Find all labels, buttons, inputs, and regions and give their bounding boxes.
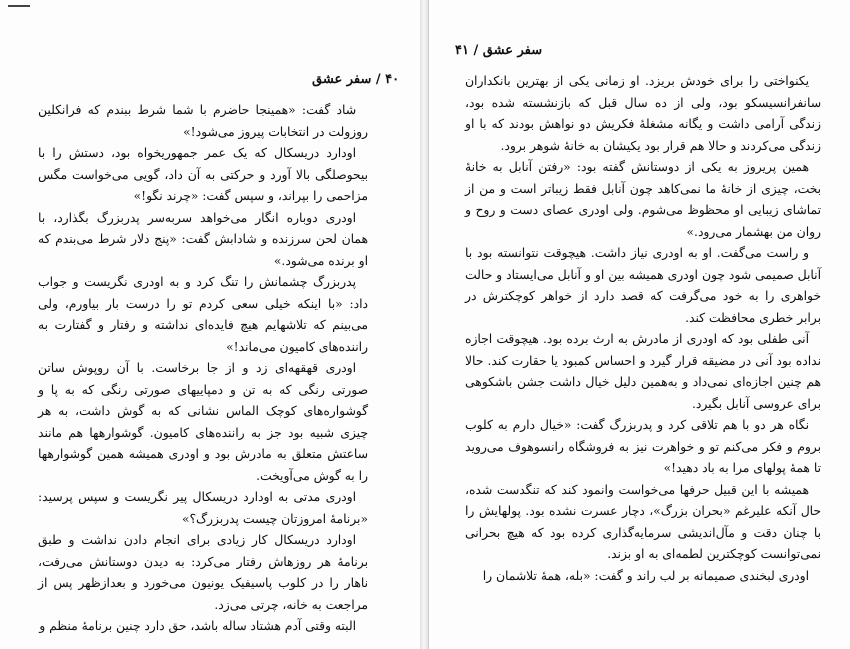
right-page — [428, 0, 850, 649]
paragraph: و راست می‌گفت. او به اودری نیاز داشت. هیچوقت نتوانسته بود با آنابل صمیمی شود چون اودری همیشه بین او و آنابل می‌ایستاد و حالت خواهری را به خود می‌گرفت که قصد دارد از خواهر کوچکترش در برابر خطری محافظت کند. — [465, 246, 821, 325]
paragraph: شاد گفت: «همینجا حاضرم با شما شرط ببندم که فرانکلین روزولت در انتخابات پیروز می‌شود!» — [38, 103, 368, 139]
page-header-left: ۴۰ / سفر عشق — [312, 72, 400, 87]
paragraph: اودارد دریسکال که یک عمر جمهوریخواه بود، دستش را با بیحوصلگی بالا آورد و حرکتی به آن داد، گویی می‌خواست مگس مزاحمی را بپراند، و سپس گفت: «چرند نگو!» — [38, 146, 368, 203]
paragraph: یکنواختی را برای خودش بریزد. او زمانی یکی از بهترین بانکداران سانفرانسیسکو بود، ولی از ده سال قبل که بازنشسته شده بود، زندگی آرامی داشت و یگانه مشغلهٔ فکریش دو نواهش بودند که با او زندگی می‌کردند و حالا هم قرار بود یکیشان به خانهٔ شوهر برود. — [465, 74, 821, 153]
paragraph: اودری قهقهه‌ای زد و از جا برخاست. با آن روپوش ساتن صورتی رنگی که به تن و دمپاییهای صورتی رنگی که به پا و گوشواره‌های کوچک الماس نشانی که به گوش داشت، به هر چیزی شبیه بود جز به راننده‌های کامیون. گوشوارهها هم مانند ساعتش متعلق به مادرش بود و اودری همیشه همین گوشوارهها را به گوش می‌آویخت. — [38, 361, 368, 483]
paragraph: پدربزرگ چشمانش را تنگ کرد و به اودری نگریست و جواب داد: «با اینکه خیلی سعی کردم تو را درست بار بیاورم، ولی می‌بینم که تلاشهایم هیچ فایده‌ای نداشته و رفتار و گفتارت به راننده‌های کامیون می‌ماند!» — [38, 275, 368, 354]
paragraph: همیشه با این قبیل حرفها می‌خواست وانمود کند که تنگدست شده، حال آنکه علیرغم «بحران بزرگ»، دچار عسرت نشده بود. پولهایش را با چنان دقت و مآل‌اندیشی سرمایه‌گذاری کرده بود که هیچ بحرانی نمی‌توانست کوچکترین لطمه‌ای به او بزند. — [465, 482, 821, 561]
paragraph: اودری دوباره انگار می‌خواهد سربه‌سر پدربزرگ بگذارد، با همان لحن سرزنده و شادابش گفت: «پنج دلار شرط می‌بندم که او برنده می‌شود.» — [38, 210, 368, 268]
paragraph: آنی طفلی بود که اودری از مادرش به ارث برده بود. هیچوقت اجازه نداده بود آنی در مضیقه قرار گیرد و احساس کمبود یا حقارت کند. حالا هم چنین اجازه‌ای نمی‌داد و به‌همین دلیل خیال داشت جشن باشکوهی برای عروسی آنابل بگیرد. — [465, 332, 821, 411]
book-gutter — [420, 0, 428, 649]
left-page-body — [38, 100, 368, 638]
page-header-right: سفر عشق / ۴۱ — [455, 43, 543, 58]
paragraph: اودری مدتی به اودارد دریسکال پیر نگریست و سپس پرسید: «برنامهٔ امروزتان چیست پدربزرگ؟» — [38, 490, 368, 526]
paragraph: همین پریروز به یکی از دوستانش گفته بود: «رفتن آنابل به خانهٔ بخت، چیزی از خانهٔ ما نمی‌کاهد چون آنابل فقط زیباتر است و من از تماشای زیبایی او محظوظ می‌شوم. ولی اودری عصای دست و روح و روان من بهشمار می‌رود.» — [465, 160, 821, 239]
paragraph: اودری لبخندی صمیمانه بر لب راند و گفت: «بله، همهٔ تلاشمان را — [482, 568, 809, 583]
scan-mark — [8, 5, 30, 7]
left-page — [0, 0, 421, 649]
paragraph: نگاه هر دو با هم تلاقی کرد و پدربزرگ گفت: «خیال دارم به کلوب بروم و فکر می‌کنم تو و خواهرت نیز به فروشگاه رانسوهوف می‌روید تا همهٔ پولهای مرا به باد دهید!» — [465, 418, 821, 475]
paragraph: البته وقتی آدم هشتاد ساله باشد، حق دارد چنین برنامهٔ منظم و — [39, 619, 356, 633]
right-page-body — [465, 71, 821, 587]
paragraph: اودارد دریسکال کار زیادی برای انجام دادن نداشت و طبق برنامهٔ هر روزهاش رفتار می‌کرد: به دیدن دوستانش می‌رفت، ناهار را در کلوب پاسیفیک یونیون می‌خورد و بعدازظهر پس از مراجعت به خانه، چرتی می‌زد. — [38, 533, 368, 612]
